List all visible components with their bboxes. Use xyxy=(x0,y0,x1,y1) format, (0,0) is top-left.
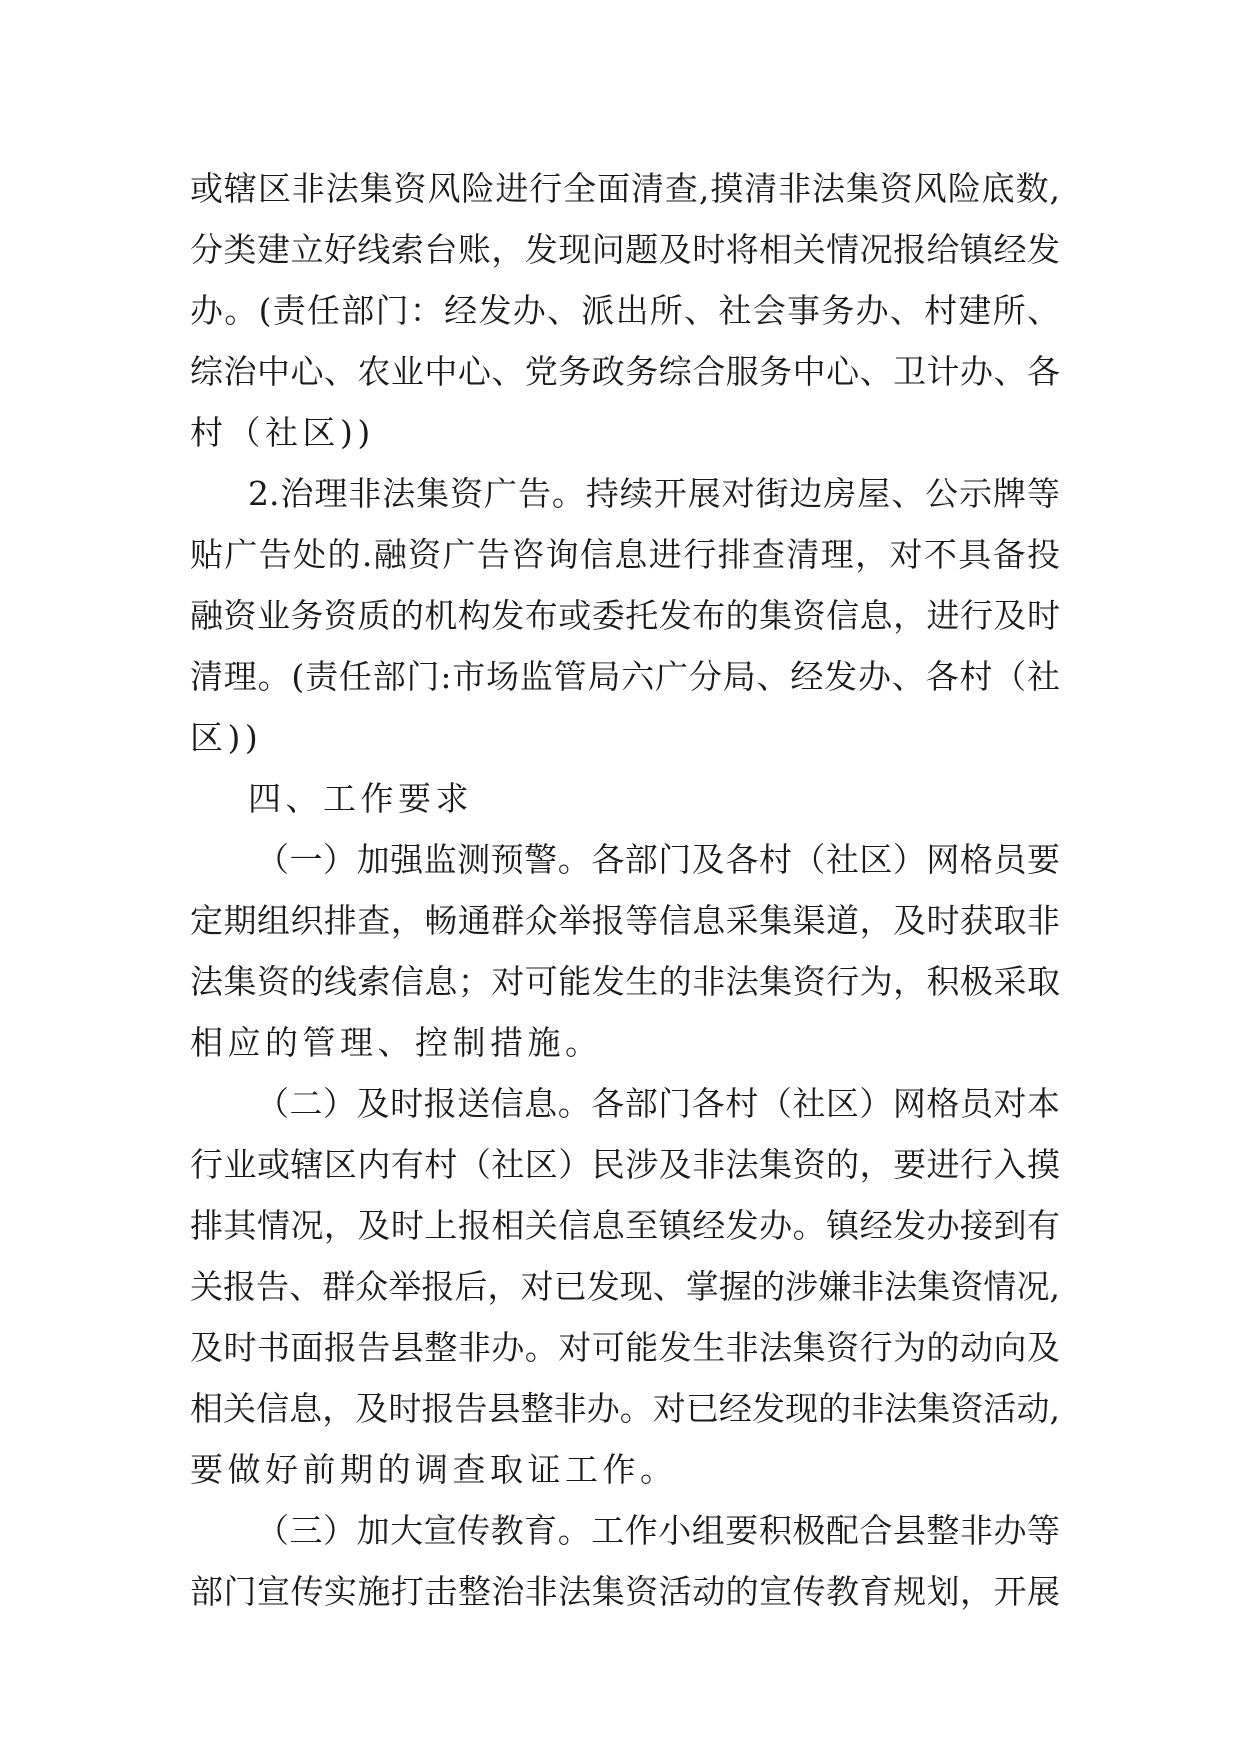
text-line: （三）加大宣传教育。工作小组要积极配合县整非办等 xyxy=(256,1511,1060,1550)
text-line: 综治中心、农业中心、党务政务综合服务中心、卫计办、各 xyxy=(190,352,1060,391)
text-line: 法集资的线索信息；对可能发生的非法集资行为，积极采取 xyxy=(190,962,1060,1001)
text-line: 排其情况，及时上报相关信息至镇经发办。镇经发办接到有 xyxy=(190,1206,1060,1245)
document-body xyxy=(190,158,1060,1622)
text-line: 部门宣传实施打击整治非法集资活动的宣传教育规划，开展 xyxy=(190,1572,1060,1611)
text-line: 相应的管理、控制措施。 xyxy=(190,1023,603,1062)
text-line: 融资业务资质的机构发布或委托发布的集资信息，进行及时 xyxy=(190,596,1060,635)
text-line: 相关信息，及时报告县整非办。对已经发现的非法集资活动, xyxy=(190,1389,1060,1428)
text-line: （一）加强监测预警。各部门及各村（社区）网格员要 xyxy=(256,840,1060,879)
text-line: 区)) xyxy=(190,718,263,757)
text-line: 关报告、群众举报后，对已发现、掌握的涉嫌非法集资情况, xyxy=(190,1267,1060,1306)
text-line: 办。(责任部门：经发办、派出所、社会事务办、村建所、 xyxy=(190,291,1060,330)
text-line: 或辖区非法集资风险进行全面清查,摸清非法集资风险底数, xyxy=(190,169,1060,208)
text-line: 定期组织排查，畅通群众举报等信息采集渠道，及时获取非 xyxy=(190,901,1060,940)
text-line: （二）及时报送信息。各部门各村（社区）网格员对本 xyxy=(256,1084,1060,1123)
text-line: 2.治理非法集资广告。持续开展对街边房屋、公示牌等 xyxy=(248,474,1060,513)
text-line: 清理。(责任部门:市场监管局六广分局、经发办、各村（社 xyxy=(190,657,1060,696)
section-heading: 四、工作要求 xyxy=(248,779,473,818)
text-line: 行业或辖区内有村（社区）民涉及非法集资的，要进行入摸 xyxy=(190,1145,1060,1184)
text-line: 贴广告处的.融资广告咨询信息进行排查清理，对不具备投 xyxy=(190,535,1060,574)
text-line: 要做好前期的调查取证工作。 xyxy=(190,1450,678,1489)
text-line: 及时书面报告县整非办。对可能发生非法集资行为的动向及 xyxy=(190,1328,1060,1367)
text-line: 村（社区)) xyxy=(190,413,375,452)
text-line: 分类建立好线索台账，发现问题及时将相关情况报给镇经发 xyxy=(190,230,1060,269)
